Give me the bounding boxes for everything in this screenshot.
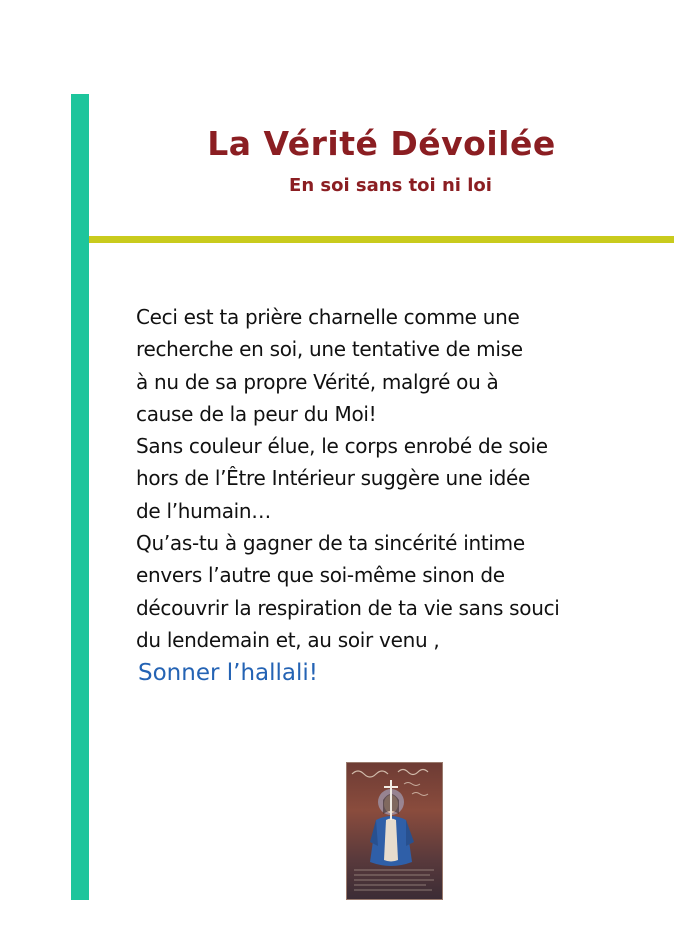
poem-line: de l’humain…: [136, 498, 271, 523]
poem-line: Ceci est ta prière charnelle comme une: [136, 305, 520, 329]
poem-line: cause de la peur du Moi!: [136, 401, 377, 426]
poem-line: envers l’autre que soi-même sinon de: [136, 563, 505, 588]
poem-line: du lendemain et, au soir venu ,: [136, 627, 440, 652]
poem-line: hors de l’Être Intérieur suggère une idée: [136, 466, 530, 491]
horizontal-divider: [89, 236, 674, 243]
poem-line: Qu’as-tu à gagner de ta sincérité intime: [136, 531, 525, 556]
closing-line: Sonner l’hallali!: [138, 660, 318, 686]
artwork-thumbnail: [346, 762, 443, 900]
page-subtitle: En soi sans toi ni loi: [289, 175, 492, 196]
poem-line: recherche en soi, une tentative de mise: [136, 337, 523, 362]
artwork-picture: [346, 762, 443, 900]
poem-line: à nu de sa propre Vérité, malgré ou à: [136, 369, 499, 394]
poem-line: Sans couleur élue, le corps enrobé de soie: [136, 434, 548, 459]
poem-body: [136, 301, 636, 656]
page-title: La Vérité Dévoilée: [207, 124, 556, 163]
poem-line: découvrir la respiration de ta vie sans souci: [136, 595, 560, 620]
vertical-accent-bar: [71, 94, 89, 900]
